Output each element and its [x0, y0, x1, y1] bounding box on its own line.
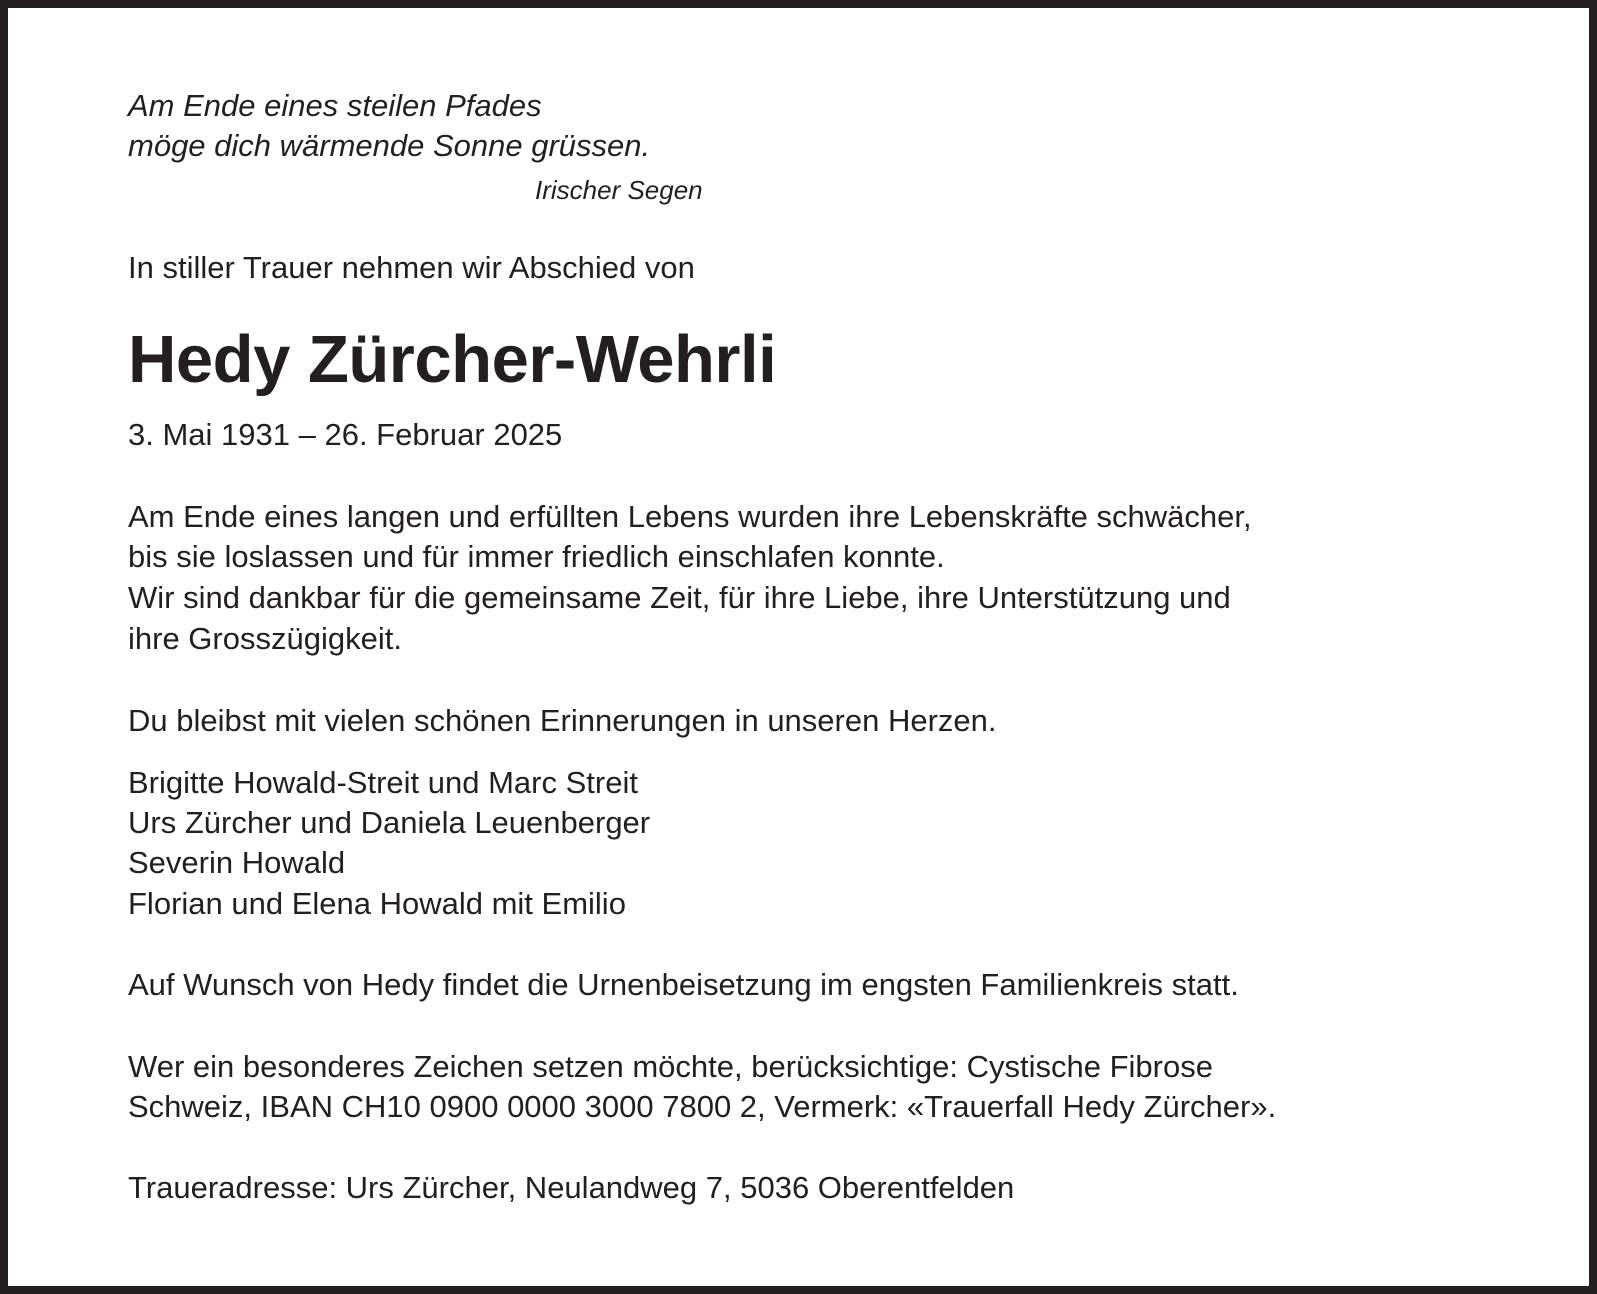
mourner-name: Urs Zürcher und Daniela Leuenberger	[128, 805, 651, 840]
intro-text: In stiller Trauer nehmen wir Abschied von	[128, 250, 695, 285]
paragraph-line: bis sie loslassen und für immer friedlich einschlafen konnte.	[128, 539, 945, 574]
mourner-name: Brigitte Howald-Streit und Marc Streit	[128, 765, 638, 800]
verse-source: Irischer Segen	[535, 175, 703, 205]
paragraph-line: Wir sind dankbar für die gemeinsame Zeit, für ihre Liebe, ihre Unterstützung und	[128, 580, 1231, 615]
paragraph-line: Am Ende eines langen und erfüllten Lebens wurden ihre Lebenskräfte schwächer,	[128, 499, 1252, 534]
deceased-name: Hedy Zürcher-Wehrli	[128, 322, 777, 397]
verse-line: Am Ende eines steilen Pfades	[128, 88, 542, 123]
verse-line: möge dich wärmende Sonne grüssen.	[128, 128, 651, 163]
paragraph-line: ihre Grosszügigkeit.	[128, 621, 402, 656]
life-dates: 3. Mai 1931 – 26. Februar 2025	[128, 417, 563, 452]
donation-line: Wer ein besonderes Zeichen setzen möchte, berücksichtige: Cystische Fibrose	[128, 1049, 1213, 1084]
mourning-address: Traueradresse: Urs Zürcher, Neulandweg 7, 5036 Oberentfelden	[128, 1170, 1015, 1205]
burial-notice: Auf Wunsch von Hedy findet die Urnenbeisetzung im engsten Familienkreis statt.	[128, 967, 1239, 1002]
mourner-name: Severin Howald	[128, 845, 346, 880]
remembrance-text: Du bleibst mit vielen schönen Erinnerungen in unseren Herzen.	[128, 703, 997, 738]
mourner-name: Florian und Elena Howald mit Emilio	[128, 886, 626, 921]
donation-line: Schweiz, IBAN CH10 0900 0000 3000 7800 2, Vermerk: «Trauerfall Hedy Zürcher».	[128, 1089, 1277, 1124]
